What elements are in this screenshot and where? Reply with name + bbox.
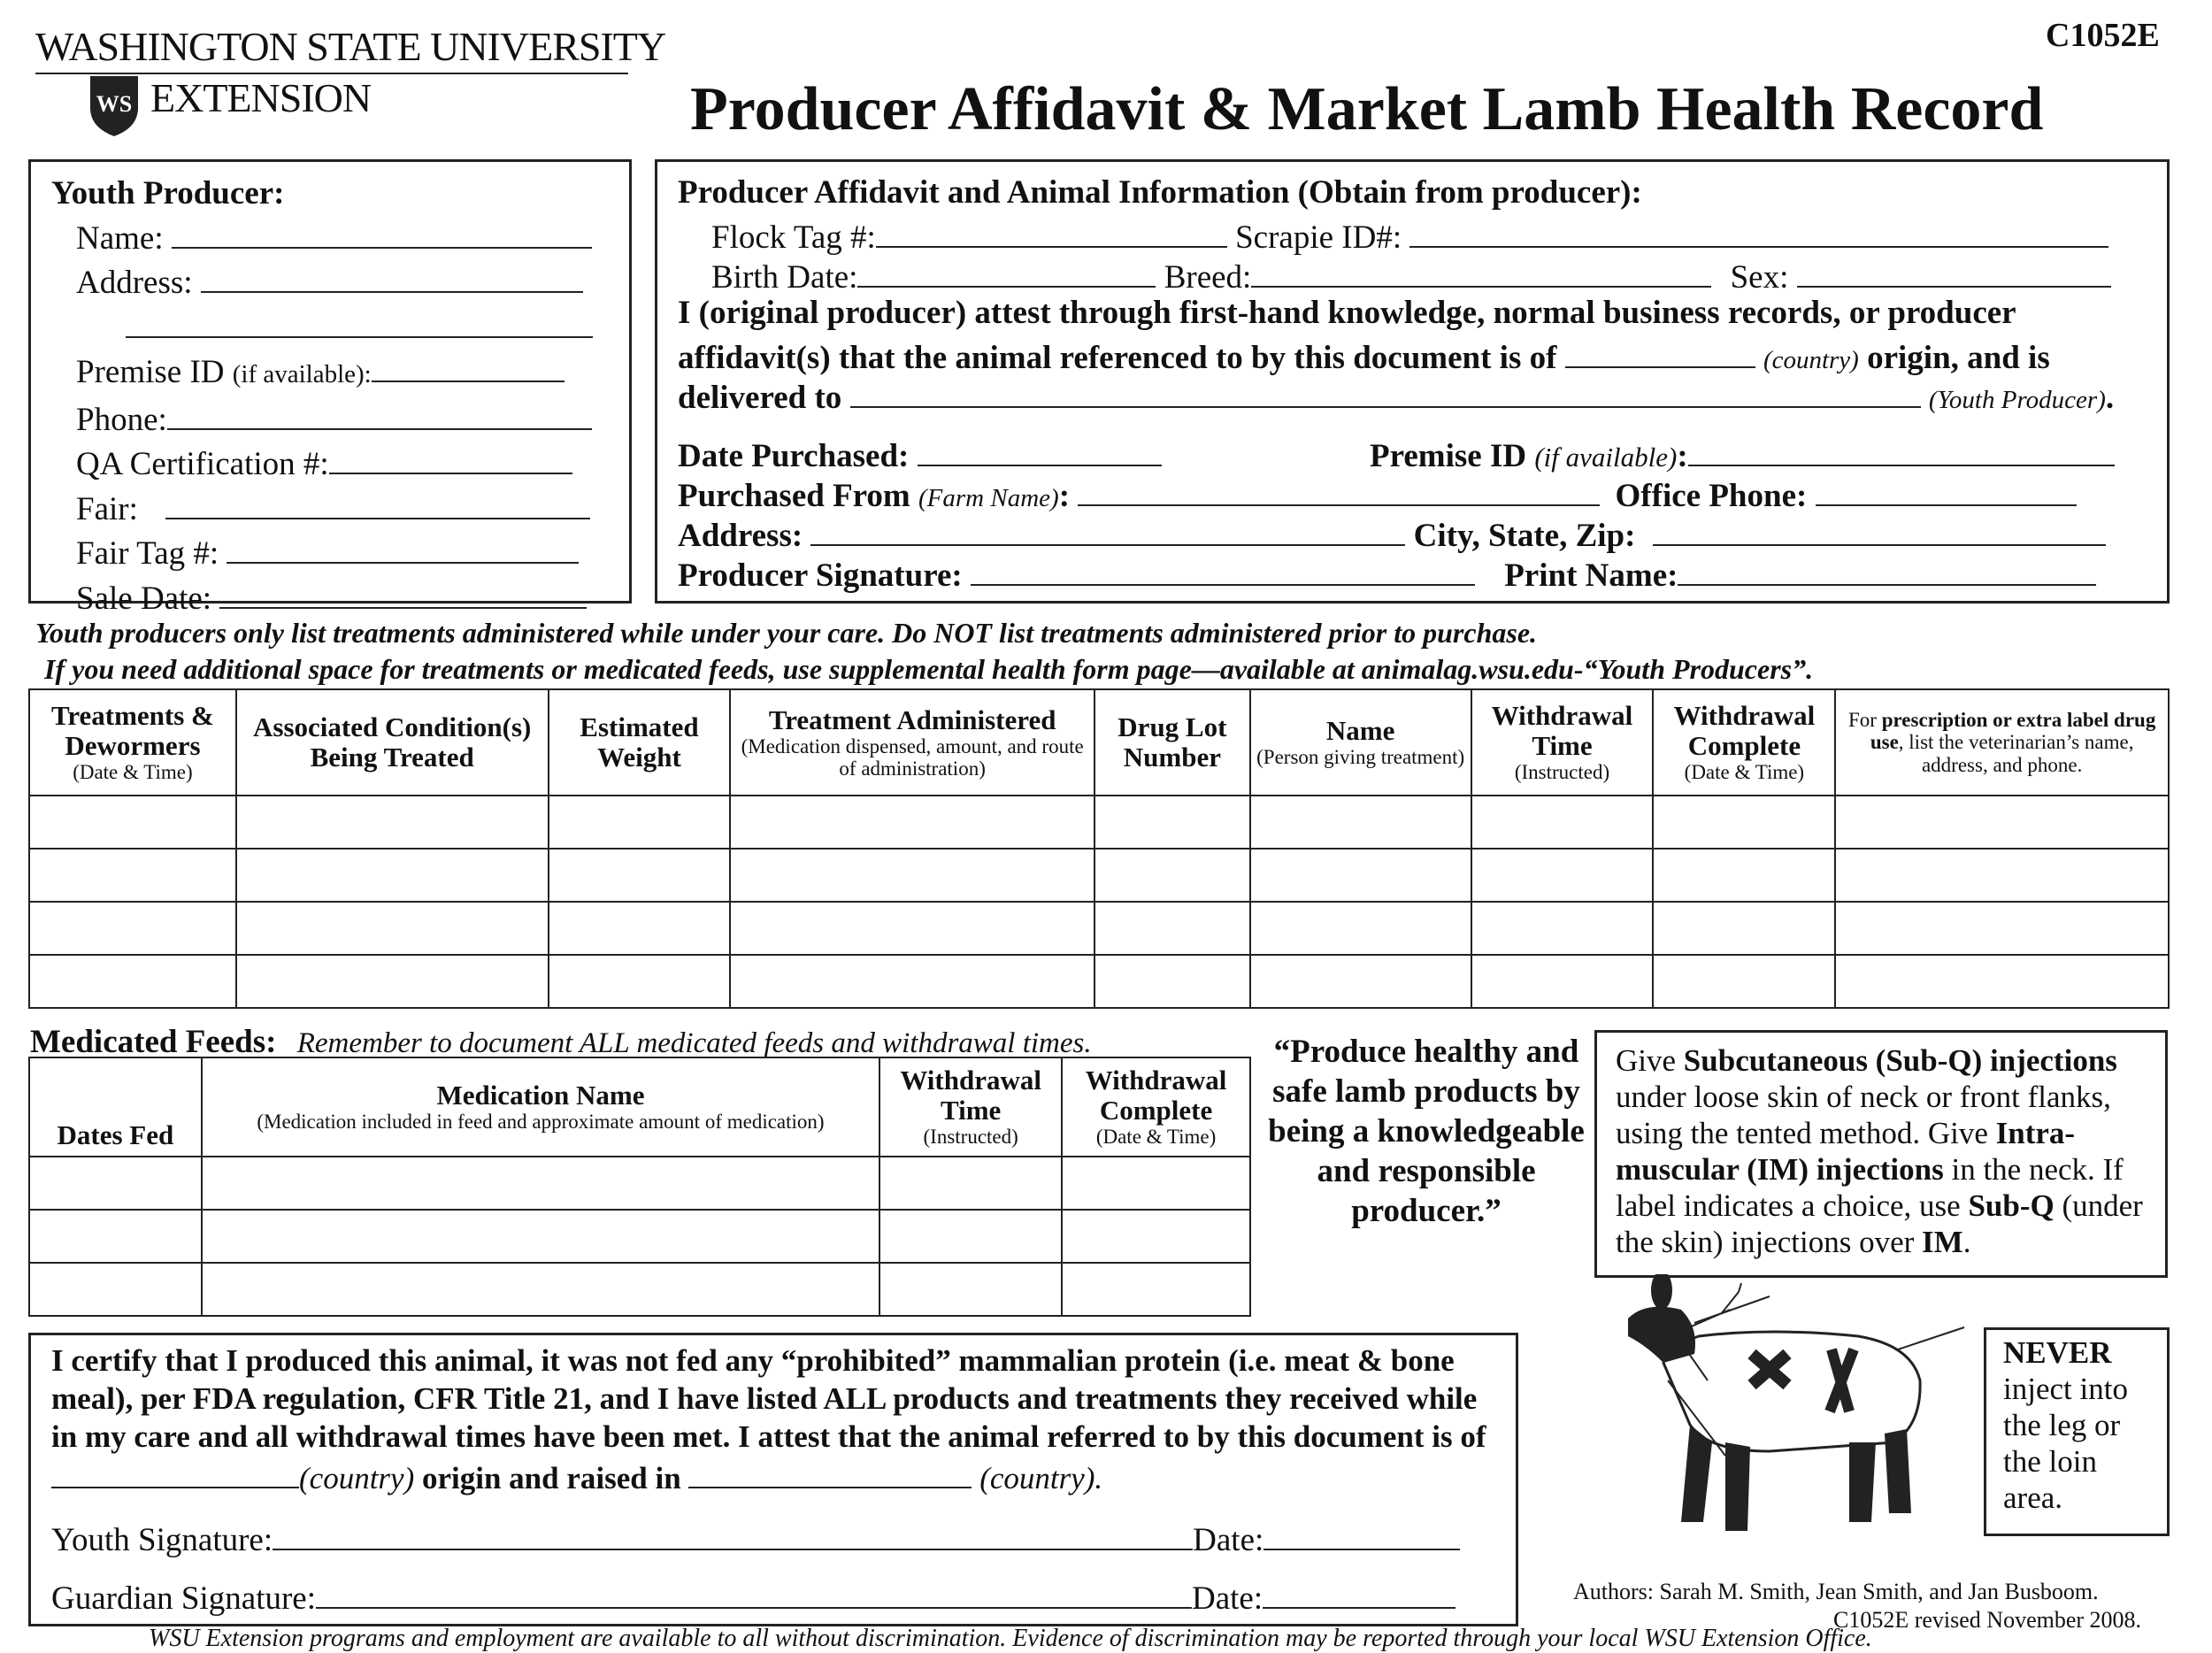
wsu-logo-icon [87, 73, 142, 138]
feeds-reminder: Remember to document ALL medicated feeds and withdrawal times. [296, 1027, 1092, 1059]
treatment-table [28, 688, 2170, 1009]
treatment-header-row [29, 689, 2169, 796]
date-purchased-field[interactable] [918, 432, 1162, 466]
address-label: Address: [76, 265, 193, 301]
purchased-from-field[interactable] [1078, 472, 1600, 506]
producer-address-field[interactable] [810, 511, 1405, 546]
fair-field[interactable] [165, 485, 590, 519]
svg-text:WS: WS [96, 91, 133, 117]
table-row[interactable] [29, 1157, 1250, 1210]
breed-label: Breed: [1164, 259, 1252, 296]
flock-tag-label: Flock Tag #: [711, 219, 876, 256]
lamb-illustration-icon [1593, 1274, 1982, 1540]
scrapie-label: Scrapie ID#: [1235, 219, 1402, 256]
producer-signature-field[interactable] [971, 551, 1475, 586]
premise-field[interactable] [372, 348, 565, 382]
col-drug-lot: Drug Lot Number [1094, 689, 1250, 796]
breed-field[interactable] [1251, 253, 1711, 288]
producer-address-label: Address: [678, 518, 803, 554]
office-phone-label: Office Phone: [1615, 478, 1808, 514]
city-state-zip-label: City, State, Zip: [1413, 518, 1636, 554]
extension-label: EXTENSION [150, 75, 372, 120]
sale-date-label: Sale Date: [76, 580, 212, 617]
date-purchased-label: Date Purchased: [678, 438, 910, 474]
university-name: WASHINGTON STATE UNIVERSITY [35, 24, 666, 69]
guardian-signature-label: Guardian Signature: [51, 1580, 316, 1617]
fair-tag-field[interactable] [227, 529, 579, 564]
sale-date-field[interactable] [219, 574, 587, 609]
address-field[interactable] [201, 258, 583, 293]
affidavit-heading: Producer Affidavit and Animal Information (Obtain from producer): [678, 174, 1642, 211]
premise-note: (if available): [232, 360, 372, 388]
table-row[interactable] [29, 1210, 1250, 1263]
birth-date-field[interactable] [857, 253, 1156, 288]
certify-country-field-2[interactable] [688, 1456, 972, 1488]
guardian-signature-field[interactable] [316, 1574, 1192, 1609]
guardian-date-field[interactable] [1263, 1574, 1455, 1609]
col-withdrawal-complete: Withdrawal Complete (Date & Time) [1653, 689, 1835, 796]
print-name-label: Print Name: [1504, 557, 1678, 594]
col-medication-name: Medication Name (Medication included in feed and approximate amount of medication) [202, 1057, 880, 1157]
table-row[interactable] [29, 849, 2169, 902]
youth-date-field[interactable] [1263, 1516, 1460, 1550]
col-person-name: Name (Person giving treatment) [1250, 689, 1471, 796]
col-treatment-administered: Treatment Administered (Medication dispensed, amount, and route of administration) [730, 689, 1094, 796]
purchased-from-label: Purchased From [678, 478, 910, 514]
col-weight: Estimated Weight [549, 689, 731, 796]
scrapie-field[interactable] [1409, 213, 2108, 248]
col-treatments: Treatments & Dewormers (Date & Time) [29, 689, 236, 796]
certify-country-field-1[interactable] [51, 1456, 299, 1488]
producer-premise-label: Premise ID [1370, 438, 1527, 474]
flock-tag-field[interactable] [876, 213, 1227, 248]
producer-signature-label: Producer Signature: [678, 557, 963, 594]
city-state-zip-field[interactable] [1653, 511, 2106, 546]
qa-label: QA Certification #: [76, 446, 329, 482]
col-condition: Associated Condition(s) Being Treated [236, 689, 549, 796]
authors: Authors: Sarah M. Smith, Jean Smith, and Jan Busboom. [1573, 1579, 2099, 1604]
country-field[interactable] [1565, 334, 1755, 368]
country-note: (country) [1763, 346, 1859, 374]
note-line-2: If you need additional space for treatments or medicated feeds, use supplemental health form page—available at animalag.wsu.edu-“Youth Producers”. [44, 653, 1814, 685]
youth-heading: Youth Producer: [51, 175, 285, 211]
office-phone-field[interactable] [1816, 472, 2077, 506]
producer-premise-field[interactable] [1688, 432, 2115, 466]
guardian-date-label: Date: [1192, 1580, 1263, 1617]
table-row[interactable] [29, 1263, 1250, 1316]
form-code: C1052E [2046, 17, 2160, 54]
feeds-title: Medicated Feeds: [30, 1024, 277, 1060]
fair-tag-label: Fair Tag #: [76, 535, 219, 572]
sex-label: Sex: [1730, 259, 1789, 296]
delivered-to-field[interactable] [850, 373, 1921, 408]
never-heading: NEVER [2003, 1335, 2112, 1370]
table-row[interactable] [29, 955, 2169, 1008]
quote: “Produce healthy and safe lamb products by being a knowledgeable and responsible producer.” [1268, 1034, 1585, 1229]
print-name-field[interactable] [1678, 551, 2096, 586]
youth-signature-label: Youth Signature: [51, 1522, 273, 1558]
revised: C1052E revised November 2008. [1833, 1607, 2142, 1633]
equal-opportunity: WSU Extension programs and employment are available to all without discrimination. Evidence of discrimination may be reported through your local WSU Extension Office. [149, 1625, 1872, 1652]
feeds-header-row [29, 1057, 1250, 1157]
attest-line-2b: origin, and is [1867, 340, 2050, 376]
name-label: Name: [76, 219, 164, 257]
address-field-2[interactable] [126, 304, 593, 338]
injection-text: Give Subcutaneous (Sub-Q) injections under loose skin of neck or front flanks, using the tented method. Give Intra-muscular (IM) injections in the neck. If label indicates a choice, use Sub-Q (under the skin) injections over IM. [1616, 1043, 2143, 1259]
attest-line-2: affidavit(s) that the animal referenced to by this document is of [678, 340, 1557, 376]
name-field[interactable] [172, 214, 592, 249]
certify-text: I certify that I produced this animal, it was not fed any “prohibited” mammalian protein (i.e. meat & bone meal), per FDA regulation, CFR Title 21, and I have listed ALL products and treatments they received while in my care and all withdrawal times have been met. I attest that the animal referred to by this document is of (country) origin and raised in (country). [51, 1343, 1486, 1495]
birth-date-label: Birth Date: [711, 259, 858, 296]
table-row[interactable] [29, 902, 2169, 955]
col-feed-withdrawal-complete: Withdrawal Complete (Date & Time) [1062, 1057, 1250, 1157]
table-row[interactable] [29, 796, 2169, 849]
premise-label: Premise ID [76, 354, 225, 390]
attest-line-1: I (original producer) attest through first-hand knowledge, normal business records, or producer [678, 295, 2016, 331]
youth-date-label: Date: [1193, 1522, 1264, 1558]
fair-label: Fair: [76, 490, 138, 527]
wsu-wordmark [35, 24, 666, 74]
producer-premise-note: (if available) [1534, 442, 1678, 473]
phone-label: Phone: [76, 401, 167, 438]
farm-name-note: (Farm Name) [918, 484, 1059, 512]
sex-field[interactable] [1797, 253, 2111, 288]
col-veterinarian: For prescription or extra label drug use, list the veterinarian’s name, address, and phone. [1835, 689, 2169, 796]
never-rest: inject into the leg or the loin area. [2003, 1372, 2128, 1515]
feeds-table [28, 1057, 1251, 1317]
page-title: Producer Affidavit & Market Lamb Health Record [690, 75, 2044, 143]
col-withdrawal-time: Withdrawal Time (Instructed) [1471, 689, 1654, 796]
col-feed-withdrawal-time: Withdrawal Time (Instructed) [879, 1057, 1062, 1157]
never-text [2003, 1334, 2162, 1516]
col-dates-fed: Dates Fed [29, 1057, 202, 1157]
youth-signature-field[interactable] [273, 1516, 1193, 1550]
note-line-1: Youth producers only list treatments administered while under your care. Do NOT list treatments administered prior to purchase. [35, 617, 1538, 649]
youth-producer-note: (Youth Producer) [1928, 386, 2106, 414]
attest-line-3: delivered to [678, 380, 842, 416]
phone-field[interactable] [167, 396, 592, 430]
qa-field[interactable] [329, 440, 572, 474]
